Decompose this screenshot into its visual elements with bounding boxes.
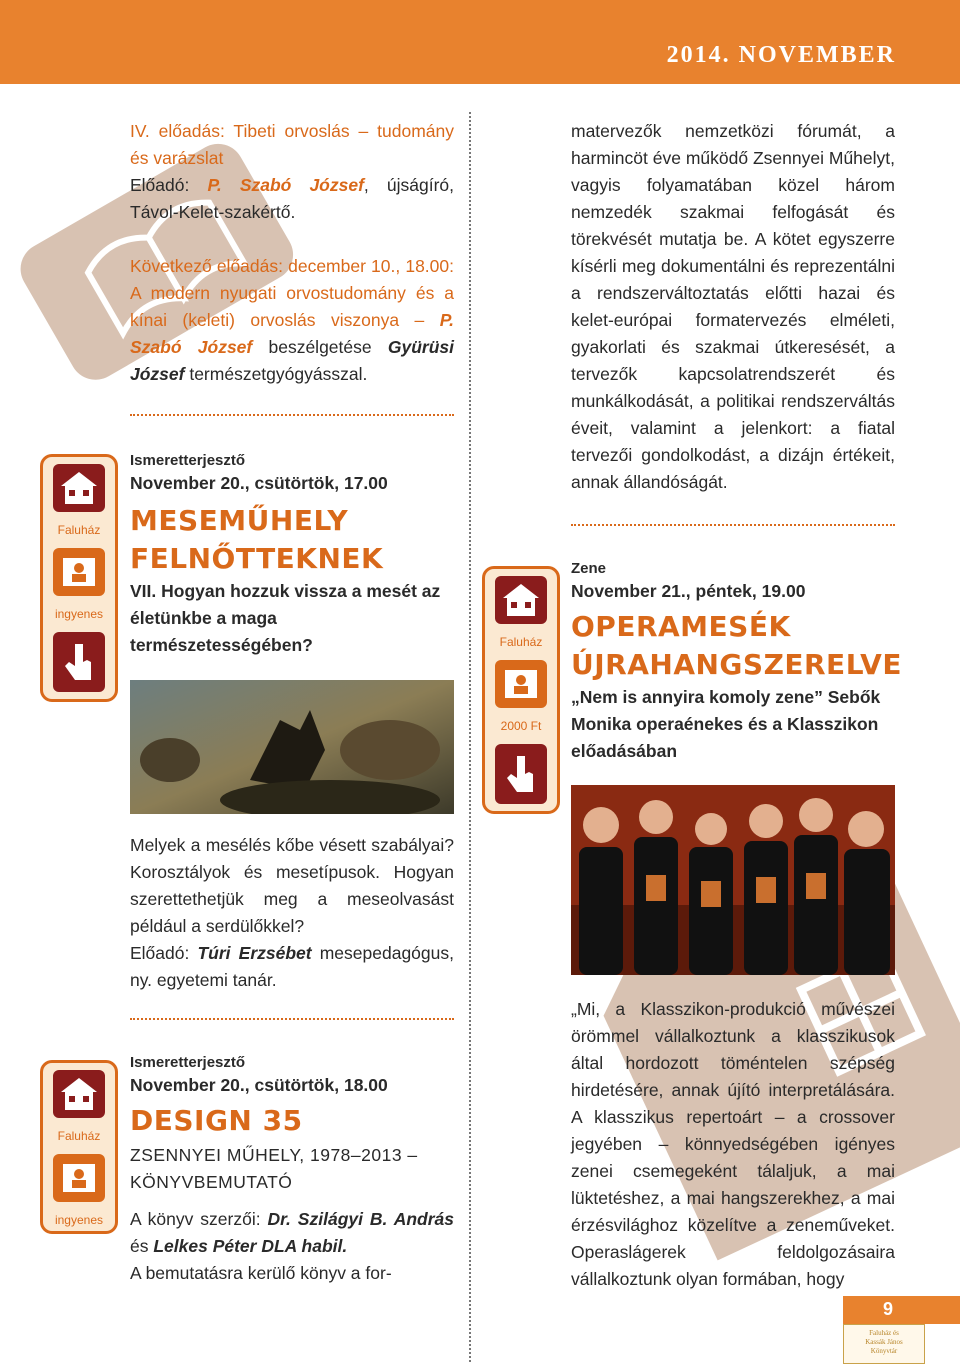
venue-label: Faluház bbox=[499, 635, 543, 649]
column-divider bbox=[469, 112, 471, 1362]
lecture-block: IV. előadás: Tibeti orvoslás – tudomány és varázslat Előadó: P. Szabó József, újságíró, Távol-Kelet-szakértő. Következő előadás: december 10., 18.00: A modern nyugati orvostudomány és a kínai (keleti) orvoslás viszonya – P. Szabó József beszélgetése Gyürüsi József természetgyógyásszal. bbox=[130, 121, 454, 384]
event-category: Zene bbox=[571, 560, 607, 577]
price-label: ingyenes bbox=[54, 607, 104, 621]
design35-body: A könyv szerzői: Dr. Szilágyi B. András és Lelkes Péter DLA habil. A bemutatásra kerülő könyv a for- bbox=[130, 1209, 454, 1283]
house-icon bbox=[43, 457, 115, 519]
house-icon bbox=[43, 1063, 115, 1125]
venue-label: Faluház bbox=[57, 523, 101, 537]
left-column bbox=[130, 118, 454, 388]
person-ticket-icon bbox=[485, 653, 557, 715]
separator bbox=[130, 414, 454, 416]
meseműhely-body: Melyek a mesélés kőbe vésett szabályai? Korosztályok és mesetípusok. Hogyan szerettethetjük meg a meseolvasást például a serdülőkkel? Előadó: Túri Erzsébet mesepedagógus, ny. egyetemi tanár. bbox=[130, 835, 454, 990]
venue-badge bbox=[40, 1060, 118, 1234]
fairy-tale-painting bbox=[130, 680, 454, 814]
venue-badge bbox=[482, 566, 560, 814]
person-ticket-icon bbox=[43, 541, 115, 603]
hand-icon bbox=[43, 625, 115, 699]
event-date: November 21., péntek, 19.00 bbox=[571, 581, 806, 601]
page-header bbox=[0, 0, 960, 84]
separator bbox=[571, 524, 895, 526]
house-icon bbox=[485, 569, 557, 631]
issue-month: 2014. NOVEMBER bbox=[666, 42, 896, 68]
event-design35 bbox=[130, 1054, 454, 1287]
operamesek-body: „Mi, a Klasszikon-produkció művészei örömmel vállalkoztunk a klasszikusok által hordozott töméntelen szépség hirdetésére, annak újító interpretálására. A klasszikus repertoárt – a crossover jegyében – könnyedségében igényes zenei csemegeként tálaljuk, a mai lüktetéshez, a mai hangszerekhez, a mai érzésvilághoz közelítve a zeneműveket. Operaslágerek feldolgozásaira vállalkoztunk olyan formában, hogy bbox=[571, 999, 895, 1289]
lecture-title: IV. előadás: Tibeti orvoslás – tudomány és varázslat bbox=[130, 121, 454, 168]
event-category: Ismeretterjesztő bbox=[130, 452, 246, 469]
event-subtitle: VII. Hogyan hozzuk vissza a mesét az életünkbe a maga természetességében? bbox=[130, 581, 441, 655]
event-title: DESIGN 35 bbox=[130, 1104, 303, 1137]
event-date: November 20., csütörtök, 18.00 bbox=[130, 1075, 388, 1095]
separator bbox=[130, 1018, 454, 1020]
next-lecture: Következő előadás: december 10., 18.00: A modern nyugati orvostudomány és a kínai (keleti) orvoslás viszonya – bbox=[130, 256, 454, 330]
event-title: MESEMŰHELY FELNŐTTEKNEK bbox=[130, 504, 384, 575]
lecture-speaker: P. Szabó József bbox=[207, 175, 364, 195]
page-number: 9 bbox=[882, 1299, 893, 1319]
event-category: Ismeretterjesztő bbox=[130, 1054, 246, 1071]
meseműhely-speaker: Túri Erzsébet bbox=[197, 943, 312, 963]
library-logo: Faluház és Kassák János Könyvtár bbox=[843, 1324, 925, 1364]
event-meseműhely bbox=[130, 452, 454, 659]
venue-label: Faluház bbox=[57, 1129, 101, 1143]
event-subtitle: ZSENNYEI MŰHELY, 1978–2013 – KÖNYVBEMUTATÓ bbox=[130, 1145, 418, 1192]
person-ticket-icon bbox=[43, 1147, 115, 1209]
venue-badge bbox=[40, 454, 118, 702]
design35-continued: matervezők nemzetközi fórumát, a harmincöt éve működő Zsennyei Műhelyt, vagyis folyamatában közel három nemzedék szakmai felfogását és törekvését mutatja be. A kötet egyszerre kísérli meg dokumentálni és reprezentálni a rendszerváltoztatás előtti hazai és kelet-európai formatervezés elméleti, gyakorlati és szakmai útkeresését, a tervezők kapcsolatrendszerét és munkálkodását, a politikai rendszerváltás éveit, valamint a jelenkort: a fiatal tervezői gondolkodást, a dizájn értékeit, annak állandóságát. bbox=[571, 121, 895, 492]
klasszikon-group-photo bbox=[571, 785, 895, 975]
hand-icon bbox=[485, 737, 557, 811]
price-label: ingyenes bbox=[54, 1213, 104, 1227]
event-subtitle: „Nem is annyira komoly zene” Sebők Monika operaénekes és a Klasszikon előadásában bbox=[571, 687, 881, 761]
event-operamesek bbox=[571, 560, 902, 765]
event-date: November 20., csütörtök, 17.00 bbox=[130, 473, 388, 493]
event-title: OPERAMESÉK ÚJRAHANGSZERELVE bbox=[571, 610, 902, 681]
price-label: 2000 Ft bbox=[500, 719, 542, 733]
